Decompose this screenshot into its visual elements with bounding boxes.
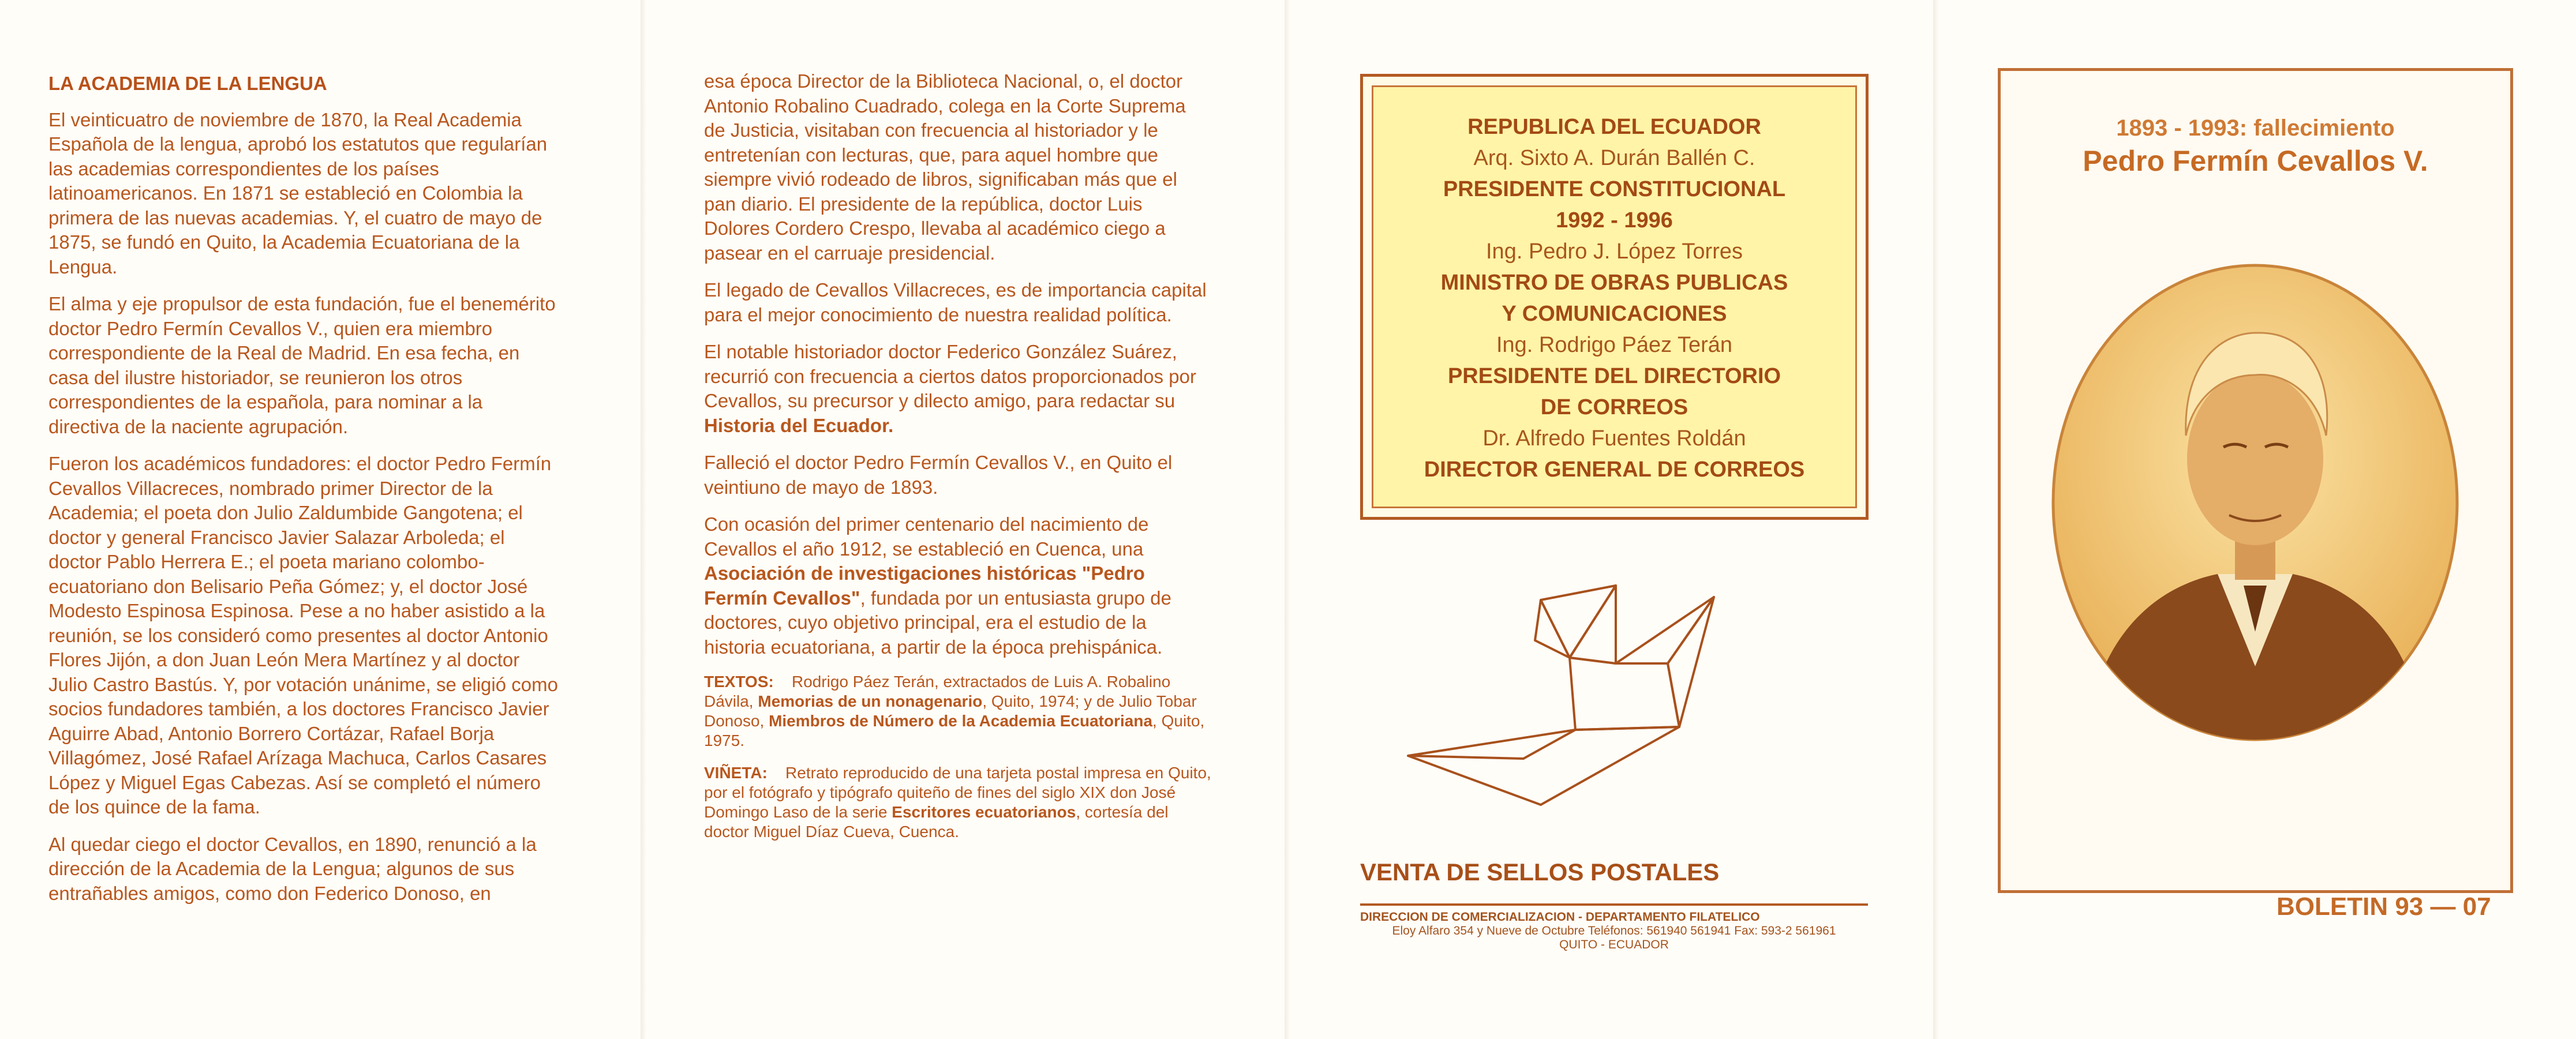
department-address [1360,910,1868,952]
credit-text: , Quito, 1974; y de Julio Tobar Donoso, [704,692,1197,730]
cover-subtitle: 1893 - 1993: fallecimiento [2116,115,2395,141]
gov-role: PRESIDENTE CONSTITUCIONAL [1443,177,1786,201]
credit-label: VIÑETA: [704,764,767,782]
gov-name: Arq. Sixto A. Durán Ballén C. [1473,146,1755,170]
government-box-inner [1372,85,1857,508]
credits-vineta [704,763,1212,842]
stamp-sales-title: VENTA DE SELLOS POSTALES [1360,858,1720,886]
paragraph-text: , fundada por un entusiasta grupo de doctores, cuyo objetivo principal, era el estudio de la historia ecuatoriana, a partir de la época prehispánica. [704,587,1171,658]
gov-role: Y COMUNICACIONES [1502,302,1727,326]
credit-label: TEXTOS: [704,673,774,691]
paragraph: El alma y eje propulsor de esta fundación, fue el benemérito doctor Pedro Fermín Cevallos V., quien era miembro correspondiente de la Real de Madrid. En esa fecha, en casa del ilustre historiador, se reunieron los otros correspondientes de la española, para nominar a la directiva de la naciente agrupación. [48,293,556,437]
credit-book: Memorias de un nonagenario [758,692,983,710]
fold-line [1933,0,1939,1039]
gov-name: Dr. Alfredo Fuentes Roldán [1482,426,1746,451]
academia-column [48,72,559,918]
paragraph: El veinticuatro de noviembre de 1870, la Real Academia Española de la lengua, aprobó los estatutos que regularían las academias correspondientes de los países latinoamericanos. En 1871 se estableció en Colombia la primera de las nuevas academias. Y, el cuatro de mayo de 1875, se fundó en Quito, la Academia Ecuatoriana de la Lengua. [48,108,548,277]
government-box [1360,74,1869,520]
credit-series: Escritores ecuatorianos [892,803,1076,821]
department-name: DIRECCION DE COMERCIALIZACION - DEPARTAMENTO FILATELICO [1360,910,1760,924]
origami-dove-icon [1396,577,1812,819]
paragraph [704,340,1212,438]
credit-book: Miembros de Número de la Academia Ecuatoriana [769,712,1153,730]
cover-title: Pedro Fermín Cevallos V. [2083,145,2428,177]
fold-line [641,0,646,1039]
credit-text: , Quito, 1975. [704,712,1205,749]
paragraph: Falleció el doctor Pedro Fermín Cevallos V., en Quito el veintiuno de mayo de 1893. [704,452,1173,498]
credit-text: , cortesía del doctor Miguel Díaz Cueva, Cuenca. [704,803,1169,841]
book-title: Historia del Ecuador. [704,414,894,436]
history-column [704,69,1212,854]
gov-title: REPUBLICA DEL ECUADOR [1467,115,1761,139]
address-line: Eloy Alfaro 354 y Nueve de Octubre Teléfonos: 561940 561941 Fax: 593-2 561961 [1392,924,1836,937]
fold-line [1285,0,1290,1039]
paragraph: El legado de Cevallos Villacreces, es de importancia capital para el mejor conocimiento de nuestra realidad política. [704,279,1207,325]
city-line: QUITO - ECUADOR [1559,938,1669,951]
association-name: Asociación de investigaciones históricas "Pedro Fermín Cevallos" [704,562,1145,609]
paragraph-text: Con ocasión del primer centenario del nacimiento de Cevallos el año 1912, se estableció en Cuenca, una [704,513,1149,560]
paragraph-text: El notable historiador doctor Federico González Suárez, recurrió con frecuencia a ciertos datos proporcionados por Cevallos, su precursor y dilecto amigo, para redactar su [704,341,1196,411]
credit-text: Retrato reproducido de una tarjeta postal impresa en Quito, por el fotógrafo y tipógrafo quiteño de fines del siglo XIX don José Domingo Laso de la serie [704,764,1211,821]
credit-text: Rodrigo Páez Terán, extractados de Luis A. Robalino Dávila, [704,673,1171,710]
divider [1360,903,1868,906]
credits-textos [704,672,1212,751]
gov-role: DIRECTOR GENERAL DE CORREOS [1424,457,1805,482]
gov-role: MINISTRO DE OBRAS PUBLICAS [1440,271,1788,295]
gov-role: 1992 - 1996 [1556,208,1673,232]
gov-role: DE CORREOS [1540,395,1688,419]
paragraph: Fueron los académicos fundadores: el doctor Pedro Fermín Cevallos Villacreces, nombrado primer Director de la Academia; el poeta don Julio Zaldumbide Gangotena; el doctor y general Francisco Javier Salazar Arboleda; el doctor Pablo Herrera E.; el poeta mariano colombo-ecuatoriano don Belisario Peña Gómez; y, el doctor José Modesto Espinosa Espinosa. Pese a no haber asistido a la reunión, se los consideró como presentes al doctor Antonio Flores Jijón, a don Juan León Mera Martínez y al doctor Julio Castro Bastús. Y, por votación unánime, se eligió como socios fundadores también, a los doctores Francisco Javier Aguirre Abad, Antonio Borrero Cortázar, Rafael Borja Villagómez, José Rafael Arízaga Machuca, Carlos Casares López y Miguel Egas Cabezas. Así se completó el número de los quince de la fama. [48,453,558,817]
section-heading: LA ACADEMIA DE LA LENGUA [48,73,327,94]
paragraph [704,512,1212,659]
paragraph: esa época Director de la Biblioteca Nacional, o, el doctor Antonio Robalino Cuadrado, colega en la Corte Suprema de Justicia, visitaban con frecuencia al historiador y le entretenían con lecturas, que, para aquel hombre que siempre vivió rodeado de libros, significaban más que el pan diario. El presidente de la república, doctor Luis Dolores Cordero Crespo, llevaba al académico ciego a pasear en el carruaje presidencial. [704,70,1186,264]
gov-name: Ing. Rodrigo Páez Terán [1496,333,1733,357]
portrait-image [2050,262,2460,742]
bulletin-number: BOLETIN 93 — 07 [2277,892,2491,921]
gov-role: PRESIDENTE DEL DIRECTORIO [1447,364,1781,388]
paragraph: Al quedar ciego el doctor Cevallos, en 1890, renunció a la dirección de la Academia de la Lengua; algunos de sus entrañables amigos, como don Federico Donoso, en [48,833,537,904]
gov-name: Ing. Pedro J. López Torres [1486,239,1743,264]
